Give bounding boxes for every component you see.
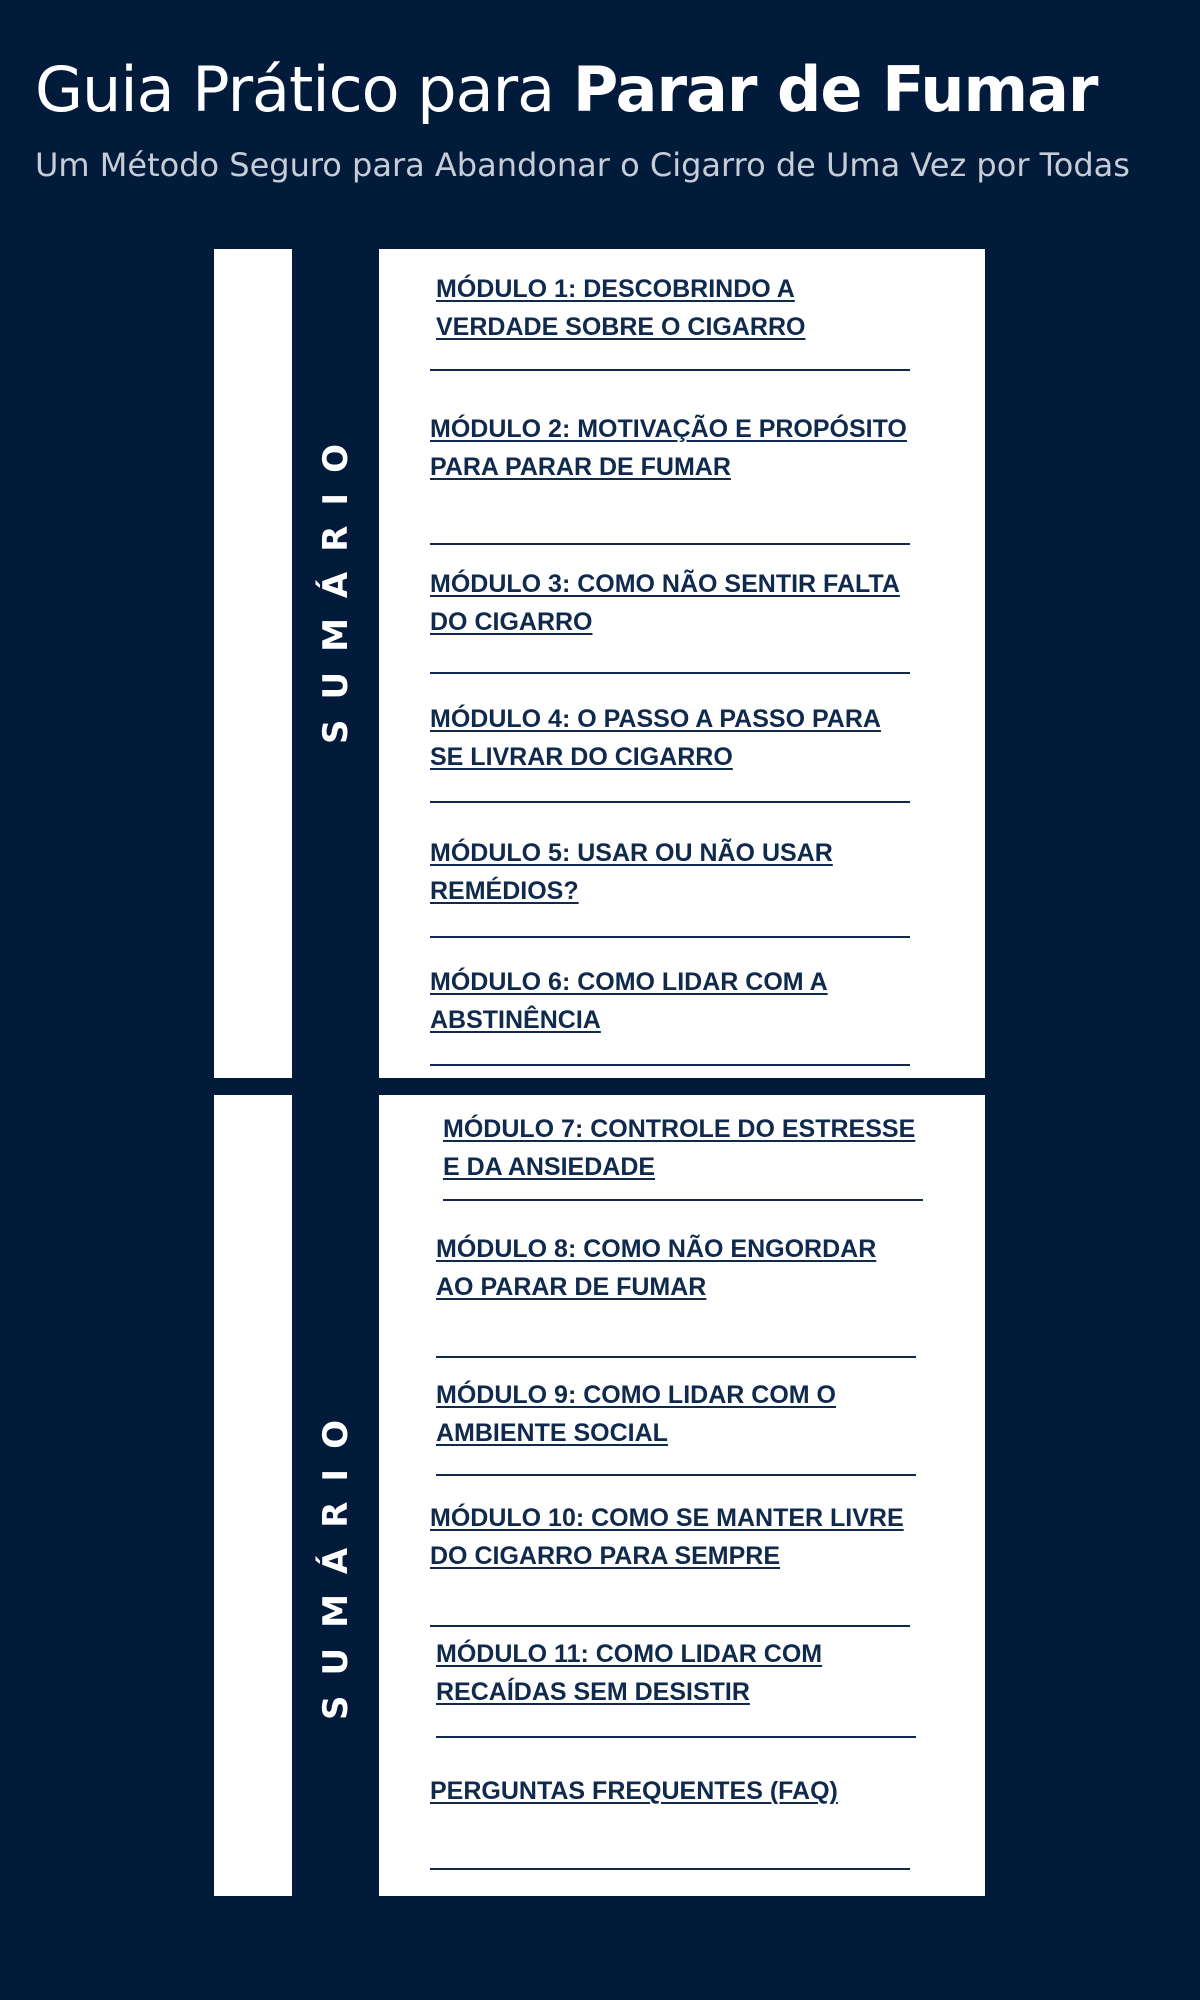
- toc-item-module-3[interactable]: [430, 565, 910, 674]
- toc-link-module-3[interactable]: MÓDULO 3: COMO NÃO SENTIR FALTA DO CIGARRO: [430, 570, 900, 636]
- toc-link-module-9[interactable]: MÓDULO 9: COMO LIDAR COM O AMBIENTE SOCIAL: [436, 1381, 836, 1447]
- toc-link-module-8[interactable]: MÓDULO 8: COMO NÃO ENGORDAR AO PARAR DE FUMAR: [436, 1235, 877, 1301]
- toc-side-bar-2: [214, 1095, 292, 1896]
- page-title: [35, 48, 1175, 132]
- toc-link-module-10[interactable]: MÓDULO 10: COMO SE MANTER LIVRE DO CIGARRO PARA SEMPRE: [430, 1504, 904, 1570]
- page-header: [35, 48, 1175, 188]
- toc-link-module-6[interactable]: MÓDULO 6: COMO LIDAR COM A ABSTINÊNCIA: [430, 968, 828, 1034]
- toc-link-module-4[interactable]: MÓDULO 4: O PASSO A PASSO PARA SE LIVRAR DO CIGARRO: [430, 705, 881, 771]
- page-subtitle: Um Método Seguro para Abandonar o Cigarro de Uma Vez por Todas: [35, 146, 1130, 184]
- toc-item-module-5[interactable]: [430, 834, 910, 938]
- sumario-label-2: SUMÁRIO: [315, 1400, 356, 1720]
- toc-link-module-2[interactable]: MÓDULO 2: MOTIVAÇÃO E PROPÓSITO PARA PARAR DE FUMAR: [430, 415, 907, 481]
- toc-item-module-2[interactable]: [430, 410, 910, 545]
- toc-item-module-4[interactable]: [430, 700, 910, 803]
- toc-vertical-label-2: [292, 1330, 379, 1790]
- toc-vertical-label-1: [292, 249, 379, 919]
- toc-link-module-7[interactable]: MÓDULO 7: CONTROLE DO ESTRESSE E DA ANSIEDADE: [443, 1115, 916, 1181]
- toc-item-module-10[interactable]: [430, 1499, 910, 1627]
- toc-item-module-11[interactable]: [436, 1635, 916, 1738]
- toc-link-module-5[interactable]: MÓDULO 5: USAR OU NÃO USAR REMÉDIOS?: [430, 839, 833, 905]
- page-title-regular: Guia Prático para: [35, 53, 573, 126]
- toc-item-module-9[interactable]: [436, 1376, 916, 1476]
- toc-link-module-1[interactable]: MÓDULO 1: DESCOBRINDO A VERDADE SOBRE O CIGARRO: [436, 275, 806, 341]
- sumario-label-1: SUMÁRIO: [315, 424, 356, 744]
- toc-link-module-11[interactable]: MÓDULO 11: COMO LIDAR COM RECAÍDAS SEM DESISTIR: [436, 1640, 823, 1706]
- toc-item-module-1[interactable]: [430, 270, 910, 371]
- toc-side-bar-1: [214, 249, 292, 1078]
- toc-item-faq[interactable]: [430, 1772, 910, 1870]
- toc-item-module-8[interactable]: [436, 1230, 916, 1358]
- toc-link-faq[interactable]: PERGUNTAS FREQUENTES (FAQ): [430, 1777, 838, 1805]
- page-title-bold: Parar de Fumar: [572, 53, 1098, 126]
- toc-item-module-6[interactable]: [430, 963, 910, 1066]
- toc-item-module-7[interactable]: [443, 1110, 923, 1201]
